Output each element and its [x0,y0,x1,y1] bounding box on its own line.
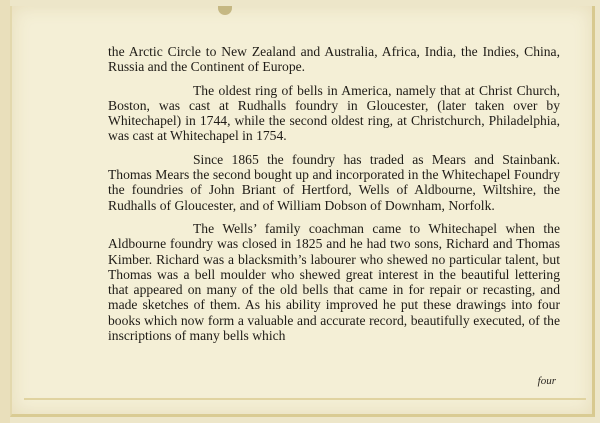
paragraph: the Arctic Circle to New Zealand and Australia, Africa, India, the Indies, China, Russia and the Continent of Europe. [108,44,560,75]
body-text [108,44,560,351]
page-edge [0,0,10,423]
paragraph: The Wells’ family coachman came to Whitechapel when the Aldbourne foundry was closed in 1825 and he had two sons, Richard and Thomas Kimber. Richard was a blacksmith’s labourer who shewed no particular talent, but Thomas was a bell moulder who shewed great interest in the beautiful lettering that appeared on many of the old bells that came in for repair or recasting, and made sketches of them. As his ability improved he put these drawings into four books which now form a valuable and accurate record, beautifully executed, of the inscriptions of many bells which [108,220,560,344]
binding-mark [218,6,232,15]
page-crease [24,398,586,400]
paragraph: Since 1865 the foundry has traded as Mears and Stainbank. Thomas Mears the second bought up and incorporated in the Whitechapel Foundry the foundries of John Briant of Hertford, Wells of Aldbourne, Wiltshire, the Rudhalls of Gloucester, and of William Dobson of Downham, Norfolk. [108,151,560,213]
page-number: four [537,375,556,387]
paragraph: The oldest ring of bells in America, namely that at Christ Church, Boston, was cast at Rudhalls foundry in Gloucester, (later taken over by Whitechapel) in 1744, while the second oldest ring, at Christchurch, Philadelphia, was cast at Whitechapel in 1754. [108,82,560,144]
